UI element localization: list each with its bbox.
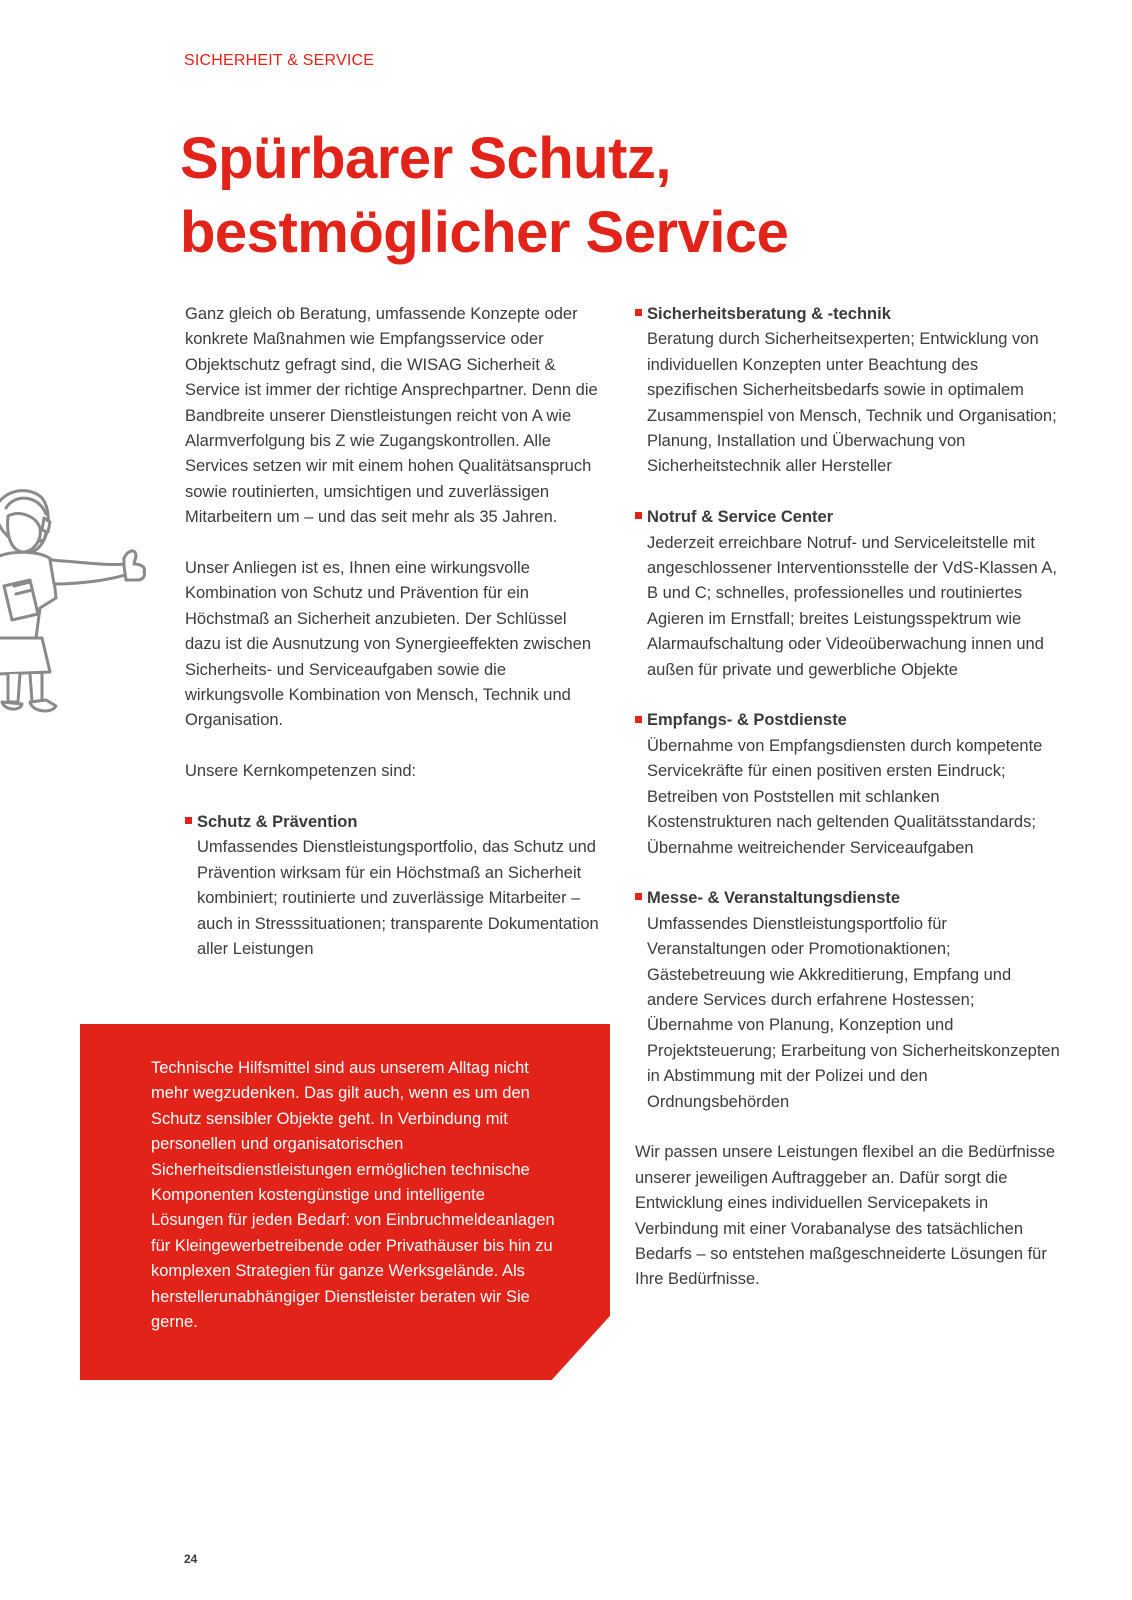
list-item-text: Beratung durch Sicherheitsexperten; Entwicklung von individuellen Konzepten unter Beachtung des spezifischen Sicherheitsbedarfs sowie in optimalem Zusammenspiel von Mensch, Technik und Organisation; Planung, Installation und Überwachung von Sicherheitstechnik aller Hersteller [647,330,1057,476]
list-item-title: Schutz & Prävention [197,813,358,832]
bullet-square-icon [635,512,642,519]
list-item [185,810,605,962]
callout-text: Technische Hilfsmittel sind aus unserem Alltag nicht mehr wegzudenken. Das gilt auch, wenn es um den Schutz sensibler Objekte geht. In Verbindung mit personellen und organisatorischen Sicherheitsdienstleistungen ermöglichen technische Komponenten kostengünstige und intelligente Lösungen für jeden Bedarf: von Einbruchmeldeanlagen für Kleingewerbetreibende oder Privathäuser bis hin zu komplexen Strategien für ganze Werksgelände. Als herstellerunabhängiger Dienstleister beraten wir Sie gerne. [151,1059,555,1332]
list-item-title-row [635,708,1065,733]
list-item [635,708,1065,860]
list-item-title-row [635,302,1065,327]
list-item-title: Empfangs- & Postdienste [647,711,847,730]
section-label: SICHERHEIT & SERVICE [184,52,375,69]
list-item-title-row [635,886,1065,911]
page-title-line-1: Spürbarer Schutz, [180,126,672,191]
concern-paragraph: Unser Anliegen ist es, Ihnen eine wirkungsvolle Kombination von Schutz und Prävention für ein Höchstmaß an Sicherheit anzubieten. Der Schlüssel dazu ist die Ausnutzung von Synergieeffekten zwischen Sicherheits- und Serviceaufgaben sowie die wirkungsvolle Kombination von Mensch, Technik und Organisation. [185,559,592,730]
list-item-text: Übernahme von Empfangsdiensten durch kompetente Servicekräfte für einen positiven ersten Eindruck; Betreiben von Poststellen mit schlanken Kostenstrukturen nach geltenden Qualitätsstandards; Übernahme weitreichender Serviceaufgaben [647,736,1043,857]
bullet-square-icon [185,817,192,824]
bullet-square-icon [635,716,642,723]
closing-paragraph: Wir passen unsere Leistungen flexibel an die Bedürfnisse unserer jeweiligen Auftraggeber an. Dafür sorgt die Entwicklung eines individuellen Servicepakets in Verbindung mit einer Vorabanalyse des tatsächlichen Bedarfs – so entstehen maßgeschneiderte Lösungen für Ihre Bedürfnisse. [635,1143,1056,1289]
list-item-title: Messe- & Veranstaltungsdienste [647,889,901,908]
right-column [635,302,1065,1318]
list-item [635,505,1065,683]
competencies-intro: Unsere Kernkompetenzen sind: [185,762,417,781]
list-item [635,886,1065,1115]
page-title-line-2: bestmöglicher Service [180,200,789,265]
page-number: 24 [184,1552,198,1566]
list-item-text: Umfassendes Dienstleistungsportfolio für Veranstaltungen oder Promotionaktionen; Gästebetreuung wie Akkreditierung, Empfang und andere Services durch erfahrene Hostessen; Übernahme von Planung, Konzeption und Projektsteuerung; Erarbeitung von Sicherheitskonzepten in Abstimmung mit der Polizei und den Ordnungsbehörden [647,914,1060,1111]
intro-paragraph: Ganz gleich ob Beratung, umfassende Konzepte oder konkrete Maßnahmen wie Empfangsservice oder Objektschutz gefragt sind, die WISAG Sicherheit & Service ist immer der richtige Ansprechpartner. Denn die Bandbreite unserer Dienstleistungen reicht von A wie Alarmverfolgung bis Z wie Zugangskontrollen. Alle Services setzen wir mit einem hohen Qualitätsanspruch sowie routinierten, umsichtigen und zuverlässigen Mitarbeitern um – und das seit mehr als 35 Jahren. [185,305,598,527]
bullet-square-icon [635,893,642,900]
list-item-text: Jederzeit erreichbare Notruf- und Serviceleitstelle mit angeschlossener Interventionsstelle der VdS-Klassen A, B und C; schnelles, professionelles und routiniertes Agieren im Ernstfall; breites Leistungsspektrum wie Alarmaufschaltung oder Videoüberwachung innen und außen für private und gewerbliche Objekte [647,533,1057,679]
page-title [180,122,788,270]
list-item [635,302,1065,480]
list-item-title: Notruf & Service Center [647,508,834,527]
headset-hostess-figure-icon [0,488,160,718]
list-item-title: Sicherheitsberatung & -technik [647,305,891,323]
list-item-title-row [185,810,605,835]
left-column [185,302,605,988]
bullet-square-icon [635,309,642,316]
list-item-text: Umfassendes Dienstleistungsportfolio, das Schutz und Prävention wirksam für ein Höchstmaß an Sicherheit kombiniert; routinierte und zuverlässige Mitarbeiter – auch in Stresssituationen; transparente Dokumentation aller Leistungen [197,838,599,959]
list-item-title-row [635,505,1065,530]
